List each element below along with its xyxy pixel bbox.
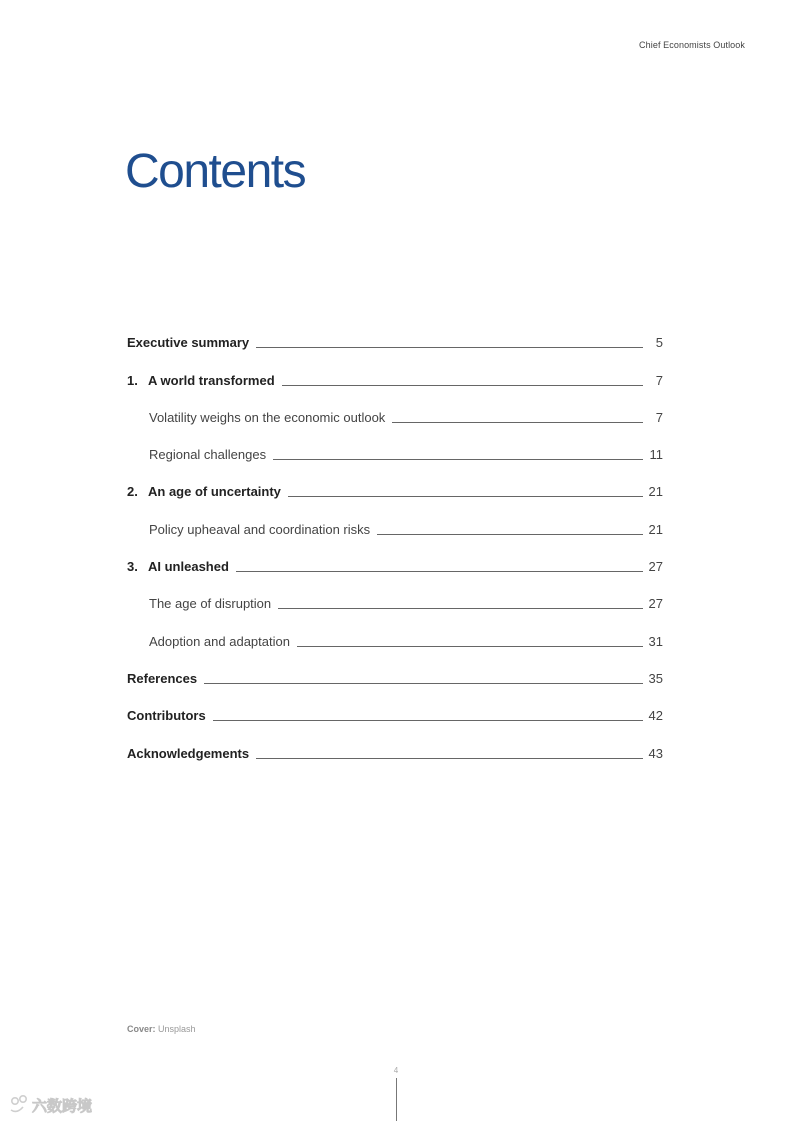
toc-entry-page: 27 (648, 596, 663, 612)
page-divider (396, 1078, 397, 1121)
toc-entry-label: Policy upheaval and coordination risks (149, 521, 371, 537)
toc-entry-number: 1. (127, 372, 138, 388)
toc-entry[interactable] (127, 513, 663, 550)
toc-entry-page: 31 (648, 633, 663, 649)
toc-entry[interactable] (127, 737, 663, 774)
cover-credit-source: Unsplash (158, 1024, 196, 1034)
watermark-logo-icon (8, 1092, 108, 1118)
watermark-text: 六数跨境 (32, 1097, 93, 1115)
toc-entry[interactable] (127, 327, 663, 364)
toc-entry-label: An age of uncertainty (148, 484, 281, 500)
cover-credit (127, 1024, 196, 1034)
toc-leader-line (273, 458, 643, 460)
toc-leader-line (278, 607, 642, 609)
toc-leader-line (297, 645, 643, 647)
toc-entry[interactable] (127, 439, 663, 476)
toc-entry-label: Regional challenges (149, 447, 267, 463)
toc-entry-page: 7 (655, 372, 663, 388)
toc-entry[interactable] (127, 476, 663, 513)
toc-entry[interactable] (127, 663, 663, 700)
toc-leader-line (213, 719, 643, 721)
toc-leader-line (256, 346, 643, 348)
toc-entry-page: 7 (655, 409, 663, 425)
toc-entry-label: The age of disruption (149, 596, 272, 612)
toc-leader-line (282, 384, 643, 386)
toc-leader-line (288, 495, 643, 497)
toc-entry-number: 3. (127, 559, 138, 575)
toc-entry-label: A world transformed (148, 372, 275, 388)
toc-entry-label: AI unleashed (148, 559, 229, 575)
toc-entry[interactable] (127, 402, 663, 439)
toc-entry-label: Acknowledgements (127, 745, 250, 761)
toc-leader-line (377, 533, 642, 535)
toc-entry[interactable] (127, 588, 663, 625)
cover-credit-label: Cover: (127, 1024, 156, 1034)
toc-leader-line (236, 570, 643, 572)
page-number: 4 (393, 1066, 399, 1075)
toc-entry-page: 21 (648, 484, 663, 500)
toc-entry[interactable] (127, 700, 663, 737)
toc-entry-page: 42 (648, 708, 663, 724)
toc-entry-label: Adoption and adaptation (149, 633, 290, 649)
page-title: Contents (125, 145, 306, 198)
toc-entry-label: References (127, 670, 198, 686)
toc-entry[interactable] (127, 364, 663, 401)
toc-entry-label: Contributors (127, 708, 206, 724)
toc-entry-page: 35 (648, 670, 663, 686)
toc-entry-page: 21 (648, 521, 663, 537)
running-header: Chief Economists Outlook (639, 40, 745, 50)
table-of-contents (127, 327, 663, 775)
toc-entry-page: 5 (655, 335, 663, 351)
toc-leader-line (256, 757, 642, 759)
toc-entry-page: 43 (648, 745, 663, 761)
toc-entry-number: 2. (127, 484, 138, 500)
toc-entry-page: 11 (649, 447, 663, 463)
toc-entry-label: Volatility weighs on the economic outlook (149, 409, 386, 425)
toc-leader-line (204, 682, 642, 684)
toc-entry-label: Executive summary (127, 335, 250, 351)
toc-entry-page: 27 (648, 559, 663, 575)
toc-entry[interactable] (127, 625, 663, 662)
toc-leader-line (392, 421, 643, 423)
toc-entry[interactable] (127, 551, 663, 588)
